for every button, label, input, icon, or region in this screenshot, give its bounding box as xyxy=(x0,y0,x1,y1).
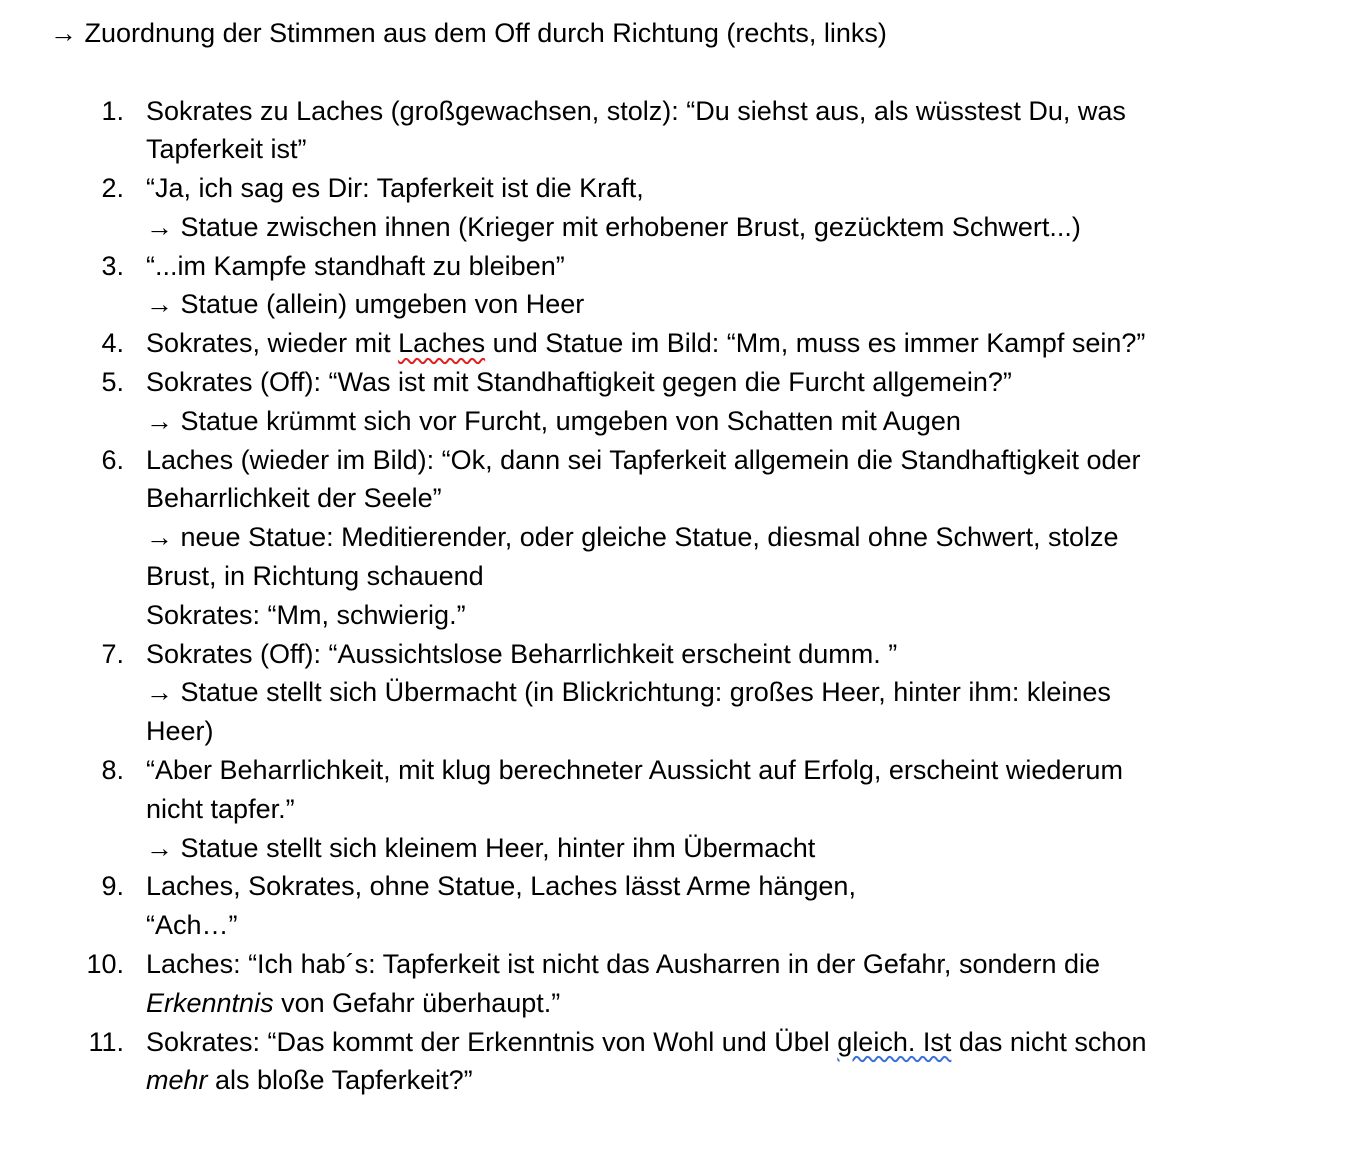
list-item xyxy=(0,169,1246,247)
list-line: Sokrates zu Laches (großgewachsen, stolz): “Du siehst aus, als wüsstest Du, was xyxy=(146,95,1126,126)
list-line: → neue Statue: Meditierender, oder gleiche Statue, diesmal ohne Schwert, stolze xyxy=(146,522,1119,553)
list-line: “Ja, ich sag es Dir: Tapferkeit ist die Kraft, xyxy=(146,173,644,204)
list-item xyxy=(0,363,1246,441)
list-line: Sokrates (Off): “Aussichtslose Beharrlichkeit erscheint dumm. ” xyxy=(146,638,898,669)
text-run: das nicht schon xyxy=(951,1026,1147,1057)
list-item xyxy=(0,324,1246,363)
list-line: → Statue stellt sich kleinem Heer, hinter ihm Übermacht xyxy=(146,832,816,863)
numbered-list xyxy=(0,92,1364,1101)
italic-text: mehr xyxy=(146,1065,208,1096)
list-line xyxy=(146,984,1246,1023)
italic-text: Erkenntnis xyxy=(146,987,274,1018)
list-number: 4. xyxy=(101,328,124,359)
list-number: 8. xyxy=(101,755,124,786)
list-item xyxy=(0,867,1246,945)
text-run: Sokrates, wieder mit xyxy=(146,328,399,359)
list-number: 9. xyxy=(101,871,124,902)
list-item xyxy=(0,635,1246,751)
list-number: 5. xyxy=(101,367,124,398)
list-line: “...im Kampfe standhaft zu bleiben” xyxy=(146,250,565,281)
list-line: “Aber Beharrlichkeit, mit klug berechneter Aussicht auf Erfolg, erscheint wiederum xyxy=(146,755,1123,786)
list-line: Heer) xyxy=(146,716,214,747)
list-line: nicht tapfer.” xyxy=(146,793,295,824)
spellcheck-flagged-word[interactable]: Laches xyxy=(398,328,486,359)
list-number: 3. xyxy=(101,250,124,281)
list-item xyxy=(0,751,1246,867)
list-line: Laches, Sokrates, ohne Statue, Laches lässt Arme hängen, xyxy=(146,871,856,902)
list-number: 1. xyxy=(101,95,124,126)
text-run: als bloße Tapferkeit?” xyxy=(207,1065,473,1096)
list-number: 6. xyxy=(101,444,124,475)
list-item xyxy=(0,1023,1246,1101)
list-line: Tapferkeit ist” xyxy=(146,134,307,165)
list-number: 10. xyxy=(86,949,124,980)
list-line xyxy=(146,1023,1246,1062)
list-line: → Statue stellt sich Übermacht (in Blickrichtung: großes Heer, hinter ihm: kleines xyxy=(146,677,1111,708)
list-line: Laches (wieder im Bild): “Ok, dann sei Tapferkeit allgemein die Standhaftigkeit oder xyxy=(146,444,1141,475)
list-line: → Statue zwischen ihnen (Krieger mit erhobener Brust, gezücktem Schwert...) xyxy=(146,211,1081,242)
list-line: Sokrates (Off): “Was ist mit Standhaftigkeit gegen die Furcht allgemein?” xyxy=(146,367,1012,398)
list-line: “Ach…” xyxy=(146,910,238,941)
list-number: 11. xyxy=(88,1026,124,1057)
text-run: von Gefahr überhaupt.” xyxy=(273,987,561,1018)
list-item xyxy=(0,945,1246,1023)
list-line xyxy=(146,324,1246,363)
list-line: Laches: “Ich hab´s: Tapferkeit ist nicht das Ausharren in der Gefahr, sondern die xyxy=(146,949,1101,980)
list-line: → Statue (allein) umgeben von Heer xyxy=(146,289,585,320)
list-number: 2. xyxy=(101,173,124,204)
list-line: Beharrlichkeit der Seele” xyxy=(146,483,442,514)
list-item xyxy=(0,92,1246,170)
text-run: und Statue im Bild: “Mm, muss es immer Kampf sein?” xyxy=(485,328,1146,359)
list-item xyxy=(0,247,1246,325)
list-number: 7. xyxy=(101,638,124,669)
text-run: Sokrates: “Das kommt der Erkenntnis von Wohl und Übel xyxy=(146,1026,838,1057)
list-line: Brust, in Richtung schauend xyxy=(146,561,484,592)
list-line: → Statue krümmt sich vor Furcht, umgeben von Schatten mit Augen xyxy=(146,405,961,436)
intro-line: → Zuordnung der Stimmen aus dem Off durch Richtung (rechts, links) xyxy=(50,18,887,48)
list-line xyxy=(146,1061,1246,1100)
list-line: Sokrates: “Mm, schwierig.” xyxy=(146,599,466,630)
grammar-flagged-phrase[interactable]: gleich. Ist xyxy=(837,1026,952,1057)
list-item xyxy=(0,441,1246,635)
